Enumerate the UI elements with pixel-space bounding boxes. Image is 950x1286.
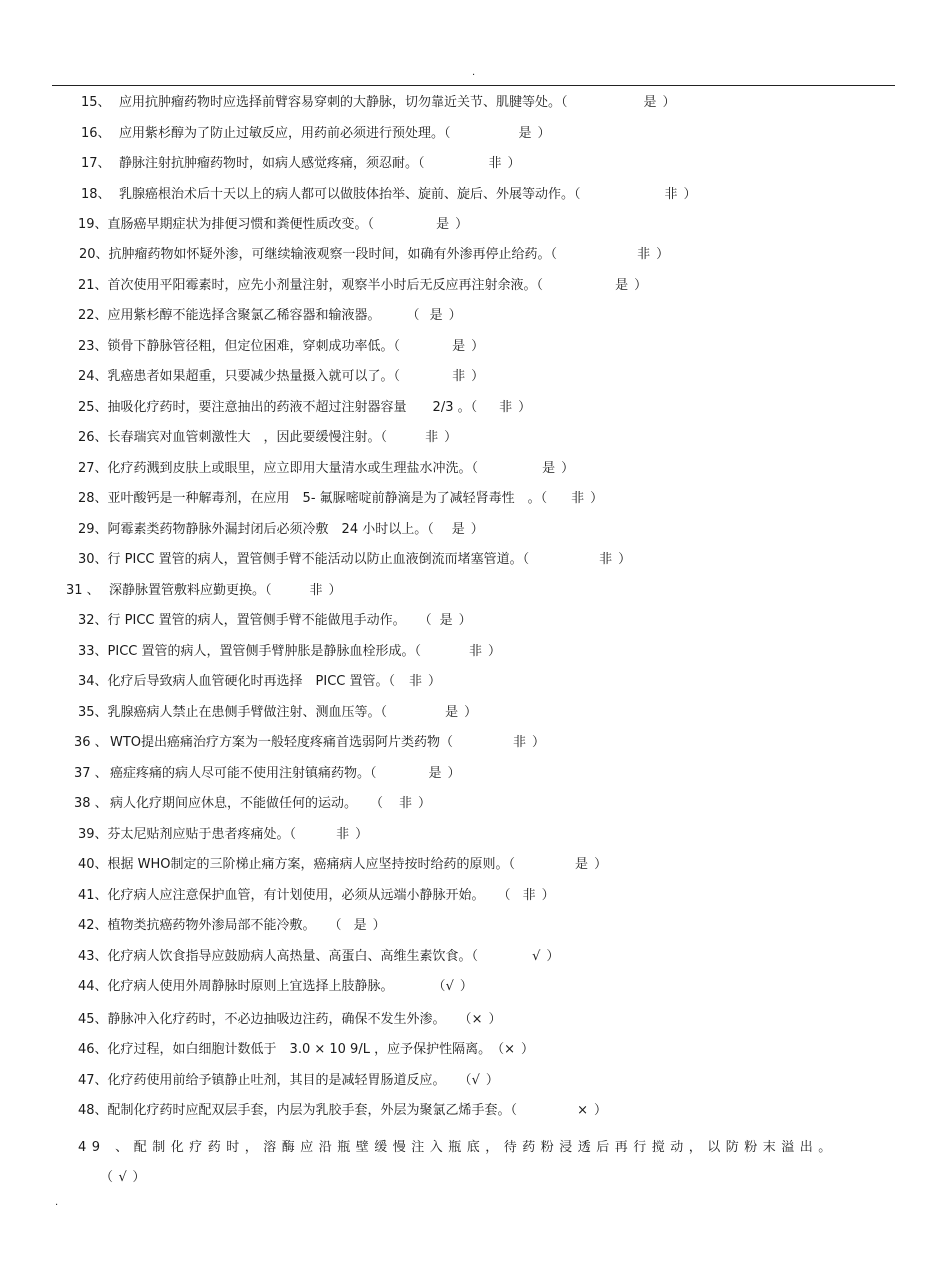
item-close: ） — [662, 95, 676, 110]
item-answer: 是 — [452, 339, 466, 354]
item-answer: × — [471, 1012, 483, 1027]
item-text: 直肠癌早期症状为排便习惯和粪便性质改变。（ — [107, 217, 375, 232]
item-number: 32、 — [78, 613, 108, 628]
item-answer: 非 — [309, 583, 323, 598]
item-text: 抽吸化疗药时，要注意抽出的药液不超过注射器容量 2/3 。（ — [107, 400, 478, 415]
item-number: 20、 — [79, 247, 109, 262]
item-close: ） — [507, 156, 521, 171]
item-close: ） — [541, 888, 555, 903]
item-close: ） — [448, 308, 462, 323]
item-text: 芬太尼贴剂应贴于患者疼痛处。（ — [107, 827, 297, 842]
item-number: 41、 — [78, 888, 108, 903]
item-text: 锁骨下静脉管径粗，但定位困难，穿刺成功率低。（ — [107, 339, 401, 354]
item-answer: 非 — [499, 400, 513, 415]
item-text: 根据 WHO制定的三阶梯止痛方案，癌痛病人应坚持按时给药的原则。（ — [107, 857, 516, 872]
item-close: ） — [455, 217, 469, 232]
item-answer: 非 — [599, 552, 613, 567]
item-open: （ — [100, 1170, 119, 1185]
list-item — [78, 460, 574, 478]
item-number: 35、 — [78, 705, 108, 720]
list-item — [78, 216, 468, 234]
item-text: 静脉冲入化疗药时，不必边抽吸边注药，确保不发生外渗。 （ — [107, 1012, 472, 1027]
item-answer: 非 — [637, 247, 651, 262]
list-item — [74, 765, 461, 783]
list-item — [78, 856, 607, 874]
item-text: 乳癌患者如果超重，只要减少热量摄入就可以了。（ — [107, 369, 401, 384]
item-answer: 非 — [336, 827, 350, 842]
item-text: 首次使用平阳霉素时，应先小剂量注射，观察半小时后无反应再注射余液。（ — [107, 278, 544, 293]
item-text: 配制化疗药时应配双层手套，内层为乳胶手套，外层为聚氯乙烯手套。（ — [107, 1103, 518, 1118]
item-number: 21、 — [78, 278, 108, 293]
item-answer: 非 — [571, 491, 585, 506]
item-text: 应用紫杉醇不能选择含聚氯乙稀容器和输液器。 （ — [107, 308, 420, 323]
list-item — [78, 673, 441, 691]
item-close: ） — [561, 461, 575, 476]
list-item — [78, 521, 484, 539]
item-answer: 非 — [425, 430, 439, 445]
item-close: ） — [459, 979, 473, 994]
item-close: ） — [656, 247, 670, 262]
item-close: ） — [488, 1012, 502, 1027]
list-item — [74, 734, 545, 752]
list-item — [78, 399, 531, 417]
item-text: 静脉注射抗肿瘤药物时，如病人感觉疼痛，须忍耐。（ — [119, 156, 425, 171]
list-item — [78, 1041, 534, 1059]
item-answer: √ — [471, 1073, 480, 1088]
item-number: 15、 — [81, 95, 111, 110]
list-item — [78, 948, 559, 966]
item-number: 27、 — [78, 461, 108, 476]
item-number: 18、 — [81, 187, 111, 202]
item-answer: 非 — [409, 674, 423, 689]
item-text: 行 PICC 置管的病人，置管侧手臂不能做甩手动作。 （ — [107, 613, 432, 628]
item-close: ） — [518, 400, 532, 415]
list-item — [78, 277, 647, 295]
item-text: WTO提出癌痛治疗方案为一般轻度疼痛首选弱阿片类药物（ — [110, 735, 454, 750]
item-answer: 非 — [664, 187, 678, 202]
item-number: 49 、 — [78, 1140, 134, 1155]
item-answer: 是 — [353, 918, 367, 933]
list-item — [78, 1102, 607, 1120]
list-item — [81, 186, 697, 204]
item-answer: 是 — [575, 857, 589, 872]
item-text: 应用紫杉醇为了防止过敏反应，用药前必须进行预处理。（ — [119, 126, 451, 141]
item-close: ） — [618, 552, 632, 567]
item-close: ） — [546, 949, 560, 964]
item-answer: 是 — [451, 522, 465, 537]
item-number: 23、 — [78, 339, 108, 354]
item-text: PICC 置管的病人，置管侧手臂肿胀是静脉血栓形成。（ — [107, 644, 422, 659]
list-item — [78, 429, 457, 447]
item-number: 30、 — [78, 552, 108, 567]
item-close: ） — [532, 735, 546, 750]
item-number: 43、 — [78, 949, 108, 964]
item-number: 46、 — [78, 1042, 108, 1057]
item-close: ） — [328, 583, 342, 598]
item-answer: 是 — [643, 95, 657, 110]
item-answer: 非 — [399, 796, 413, 811]
item-close: ） — [634, 278, 648, 293]
item-text: 化疗药溅到皮肤上或眼里，应立即用大量清水或生理盐水冲洗。（ — [107, 461, 479, 476]
item-text: 化疗后导致病人血管硬化时再选择 PICC 置管。（ — [107, 674, 396, 689]
item-answer: × — [504, 1042, 515, 1057]
list-item — [78, 551, 631, 569]
item-number: 31 、 — [66, 583, 100, 598]
item-answer: 是 — [439, 613, 453, 628]
item-number: 44、 — [78, 979, 108, 994]
item-answer: 非 — [488, 156, 502, 171]
item-answer: 是 — [518, 126, 532, 141]
list-item — [78, 307, 462, 325]
list-item — [78, 368, 484, 386]
list-item — [78, 1133, 898, 1193]
item-text: 应用抗肿瘤药物时应选择前臂容易穿刺的大静脉，切勿靠近关节、肌腱等处。（ — [119, 95, 568, 110]
item-number: 38 、 — [74, 796, 108, 811]
item-close: ） — [132, 1170, 151, 1185]
item-text: 化疗药使用前给予镇静止吐剂，其目的是减轻胃肠道反应。 （ — [107, 1073, 472, 1088]
item-text: 化疗病人使用外周静脉时原则上宜选择上肢静脉。 （ — [107, 979, 446, 994]
list-item — [74, 795, 431, 813]
item-number: 22、 — [78, 308, 108, 323]
item-text: 化疗病人饮食指导应鼓励病人高热量、高蛋白、高维生素饮食。（ — [107, 949, 479, 964]
item-close: ） — [521, 1042, 535, 1057]
item-text: 病人化疗期间应休息，不能做任何的运动。 （ — [110, 796, 384, 811]
item-text: 化疗过程，如白细胞计数低于 3.0 × 10 9/L ，应予保护性隔离。 （ — [107, 1042, 505, 1057]
footer-dot: . — [55, 1197, 59, 1208]
item-number: 45、 — [78, 1012, 108, 1027]
item-number: 33、 — [78, 644, 108, 659]
item-number: 17、 — [81, 156, 111, 171]
item-text: 配制化疗药时，溶酶应沿瓶壁缓慢注入瓶底，待药粉浸透后再行搅动，以防粉末溢出。 — [133, 1140, 837, 1155]
list-item — [81, 125, 551, 143]
item-text: 深静脉置管敷料应勤更换。（ — [109, 583, 272, 598]
item-number: 25、 — [78, 400, 108, 415]
item-answer: 非 — [452, 369, 466, 384]
item-close: ） — [470, 522, 484, 537]
item-close: ） — [447, 766, 461, 781]
item-close: ） — [594, 857, 608, 872]
item-text: 行 PICC 置管的病人，置管侧手臂不能活动以防止血液倒流而堵塞管道。（ — [107, 552, 530, 567]
item-answer: 非 — [522, 888, 536, 903]
item-number: 24、 — [78, 369, 108, 384]
item-answer: 是 — [428, 766, 442, 781]
item-answer: 是 — [615, 278, 629, 293]
item-number: 34、 — [78, 674, 108, 689]
list-item — [66, 582, 342, 600]
list-item — [78, 826, 368, 844]
item-answer: √ — [445, 979, 454, 994]
item-close: ） — [464, 705, 478, 720]
item-close: ） — [471, 369, 485, 384]
item-answer: 非 — [469, 644, 483, 659]
item-answer: 是 — [542, 461, 556, 476]
item-number: 16、 — [81, 126, 111, 141]
list-item — [78, 490, 603, 508]
item-answer: 是 — [445, 705, 459, 720]
item-text: 长春瑞宾对血管刺激性大 ，因此要缓慢注射。（ — [107, 430, 388, 445]
item-text: 抗肿瘤药物如怀疑外渗，可继续输液观察一段时间，如确有外渗再停止给药。（ — [108, 247, 558, 262]
item-close: ） — [683, 187, 697, 202]
list-item — [78, 704, 477, 722]
item-number: 29、 — [78, 522, 108, 537]
item-text: 乳腺癌根治术后十天以上的病人都可以做肢体抬举、旋前、旋后、外展等动作。（ — [119, 187, 581, 202]
list-item — [78, 1011, 501, 1029]
item-close: ） — [471, 339, 485, 354]
item-answer: 是 — [429, 308, 443, 323]
list-item — [78, 887, 555, 905]
list-item — [78, 917, 386, 935]
item-number: 42、 — [78, 918, 108, 933]
item-number: 47、 — [78, 1073, 108, 1088]
item-close: ） — [593, 1103, 607, 1118]
item-number: 19、 — [78, 217, 108, 232]
item-text: 亚叶酸钙是一种解毒剂，在应用 5- 氟脲嘧啶前静滴是为了减轻肾毒性 。（ — [107, 491, 548, 506]
list-item — [78, 612, 472, 630]
item-text: 乳腺癌病人禁止在患侧手臂做注射、测血压等。（ — [107, 705, 388, 720]
item-number: 40、 — [78, 857, 108, 872]
item-answer: 是 — [436, 217, 450, 232]
item-text: 癌症疼痛的病人尽可能不使用注射镇痛药物。（ — [110, 766, 377, 781]
item-text: 化疗病人应注意保护血管，有计划使用，必须从远端小静脉开始。 （ — [107, 888, 511, 903]
item-number: 48、 — [78, 1103, 108, 1118]
list-item — [78, 338, 484, 356]
header-dot: . — [472, 67, 476, 78]
item-answer: 非 — [513, 735, 527, 750]
item-answer: √ — [532, 949, 541, 964]
item-number: 39、 — [78, 827, 108, 842]
item-close: ） — [590, 491, 604, 506]
list-item — [79, 246, 669, 264]
item-close: ） — [537, 126, 551, 141]
item-text: 植物类抗癌药物外渗局部不能冷敷。 （ — [107, 918, 342, 933]
item-text: 阿霉素类药物静脉外漏封闭后必须冷敷 24 小时以上。（ — [107, 522, 434, 537]
item-close: ） — [428, 674, 442, 689]
item-answer: √ — [118, 1170, 133, 1185]
item-close: ） — [485, 1073, 499, 1088]
item-number: 36 、 — [74, 735, 108, 750]
item-close: ） — [458, 613, 472, 628]
list-item — [78, 978, 473, 996]
item-number: 28、 — [78, 491, 108, 506]
item-close: ） — [488, 644, 502, 659]
item-close: ） — [372, 918, 386, 933]
item-close: ） — [418, 796, 432, 811]
item-close: ） — [444, 430, 458, 445]
header-rule — [52, 85, 895, 86]
item-number: 26、 — [78, 430, 108, 445]
list-item — [78, 1072, 499, 1090]
list-item — [78, 643, 501, 661]
list-item — [81, 94, 676, 112]
item-answer: × — [577, 1103, 588, 1118]
item-number: 37 、 — [74, 766, 108, 781]
list-item — [81, 155, 521, 173]
item-close: ） — [355, 827, 369, 842]
